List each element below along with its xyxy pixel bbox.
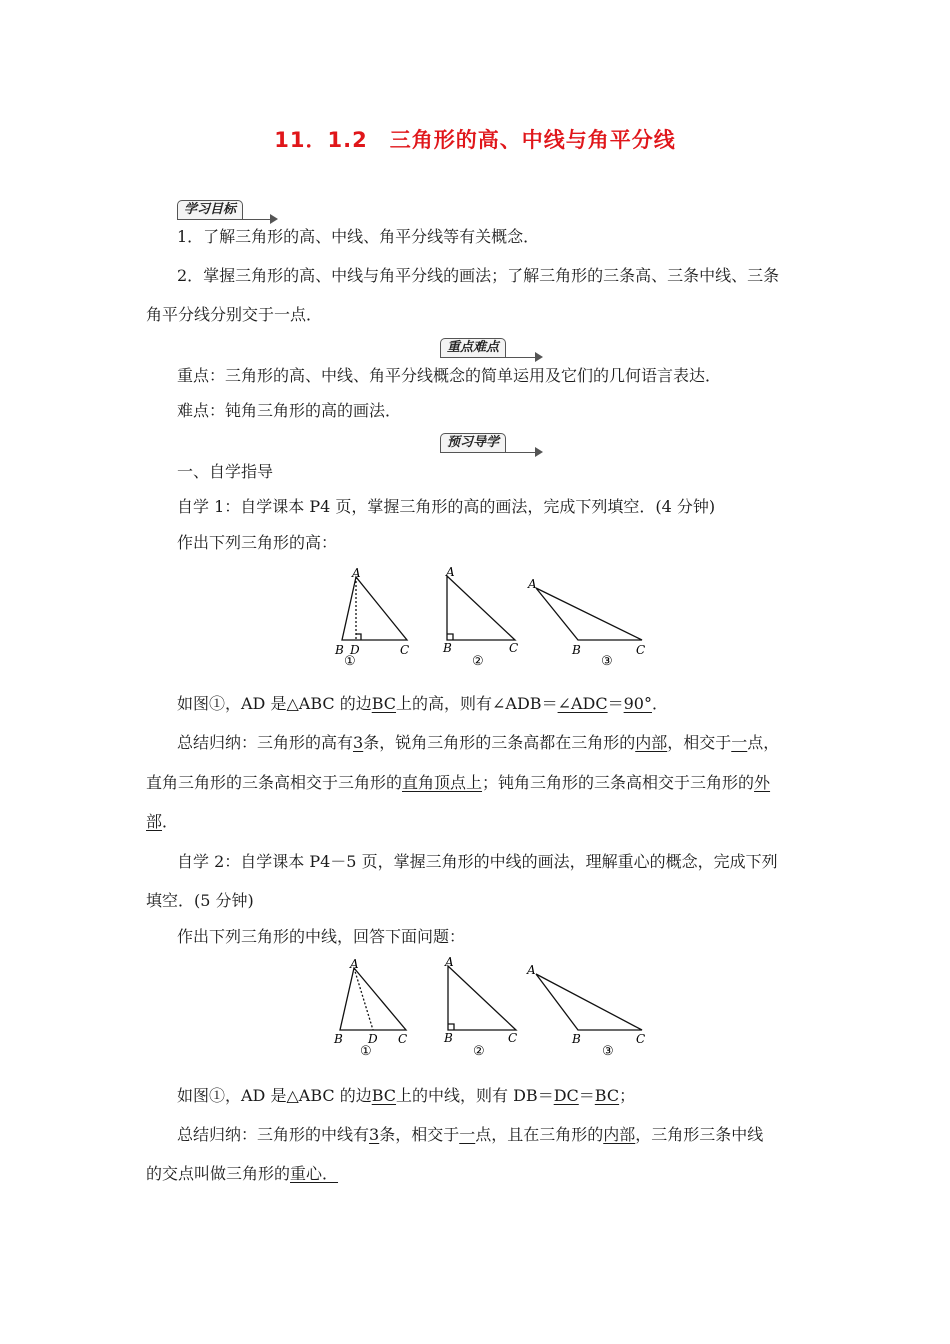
answer-blank: 一 [731,733,748,752]
text: 条，相交于 [379,1125,460,1144]
tag-underline [440,452,537,453]
self-study-2-line-1: 自学 2：自学课本 P4－5 页，掌握三角形的中线的画法，理解重心的概念，完成下列 [177,852,778,871]
answer-blank: 直角顶点上 [402,773,483,792]
answer-blank: 90° [623,694,652,713]
summary1-line3 [146,811,178,833]
section-tag-focus [440,338,542,360]
label-B: B [572,643,581,657]
label-A: A [528,577,537,591]
text: ，三角形三条中线 [635,1125,764,1144]
label-B: B [334,1032,343,1046]
tag-arrow-icon [270,214,278,224]
text: ． [651,694,668,713]
text: 直角三角形的三条高相交于三角形的 [146,773,403,792]
self-study-1: 自学 1：自学课本 P4 页，掌握三角形的高的画法，完成下列填空．(4 分钟) [177,497,716,516]
answer-blank: DC [553,1086,579,1105]
text: 如图①，AD 是△ABC 的边 [177,1086,372,1105]
tag-arrow-icon [535,352,543,362]
answer-blank: 外 [754,773,771,792]
figure-medians [330,954,660,1064]
triangle-2 [447,576,515,640]
text: 点，且在三角形的 [475,1125,604,1144]
text: ，相交于 [667,733,732,752]
text: 条，锐角三角形的三条高都在三角形的 [363,733,636,752]
tag-underline [440,357,537,358]
label-B: B [443,641,452,655]
goal-item-2-line-2: 角平分线分别交于一点． [146,305,323,324]
answer-blank: ∠ADC [557,694,608,713]
section-tag-preview [440,433,542,455]
text: 总结归纳：三角形的高有 [177,733,354,752]
summary2-line2 [146,1163,338,1185]
text: 上的中线，则有 DB＝ [396,1086,554,1105]
label-A: A [445,955,454,969]
label-C: C [398,1032,408,1046]
label-A: A [527,963,536,977]
tag-underline [177,219,272,220]
text: 如图①，AD 是△ABC 的边 [177,694,372,713]
difficulty: 难点：钝角三角形的高的画法． [177,401,402,420]
triangle-2 [448,966,516,1030]
answer-blank: 重心． [290,1164,339,1183]
text: 点， [747,733,780,752]
section-tag-label: 预习导学 [440,433,506,452]
text: ＝ [607,694,624,713]
goal-item-2-line-1: 2．掌握三角形的高、中线与角平分线的画法；了解三角形的三条高、三条中线、三条 [177,266,780,285]
answer-blank: BC [371,694,397,713]
label-A: A [352,566,361,580]
triangle-1 [340,968,406,1030]
summary1-line2 [146,772,770,794]
caption-3: ③ [602,1044,614,1059]
fig2-sentence [177,1085,635,1107]
triangle-3 [536,588,642,640]
section-tag-label: 重点难点 [440,338,506,357]
label-C: C [508,1031,518,1045]
tag-arrow-icon [535,447,543,457]
answer-blank: 部 [146,812,163,831]
page-title: 11．1.2 三角形的高、中线与角平分线 [274,128,676,152]
task-heights: 作出下列三角形的高： [177,533,338,552]
section-tag-goals [177,200,277,222]
answer-blank: 3 [353,733,364,752]
label-A: A [446,565,455,579]
text: ； [619,1086,636,1105]
answer-blank: 内部 [635,733,668,752]
figure-heights [330,562,660,672]
answer-blank: 内部 [603,1125,636,1144]
self-study-2-line-2: 填空．(5 分钟) [146,891,254,910]
section-tag-label: 学习目标 [177,200,243,219]
label-B: B [335,643,344,657]
label-A: A [350,957,359,971]
task-medians: 作出下列三角形的中线，回答下面问题： [177,927,466,946]
label-D: D [368,1032,378,1046]
label-D: D [350,643,360,657]
guide-heading: 一、自学指导 [177,462,274,481]
label-C: C [400,643,410,657]
text: 上的高，则有∠ADB＝ [396,694,558,713]
text: ． [162,812,179,831]
label-B: B [572,1032,581,1046]
answer-blank: 3 [369,1125,380,1144]
caption-1: ① [360,1044,372,1059]
caption-2: ② [472,654,484,669]
triangle-3 [536,974,642,1030]
summary1-line1 [177,732,779,754]
caption-3: ③ [601,654,613,669]
caption-1: ① [344,654,356,669]
text: 的交点叫做三角形的 [146,1164,291,1183]
answer-blank: BC [371,1086,397,1105]
label-C: C [636,1032,646,1046]
summary2-line1 [177,1124,763,1146]
goal-item-1: 1．了解三角形的高、中线、角平分线等有关概念． [177,227,540,246]
triangle-1 [342,577,407,640]
text: 总结归纳：三角形的中线有 [177,1125,370,1144]
key-point: 重点：三角形的高、中线、角平分线概念的简单运用及它们的几何语言表达． [177,366,722,385]
answer-blank: BC [594,1086,620,1105]
caption-2: ② [473,1044,485,1059]
answer-blank: 一 [459,1125,476,1144]
label-C: C [636,643,646,657]
label-C: C [509,641,519,655]
label-B: B [444,1031,453,1045]
fig1-sentence [177,693,668,715]
text: ；钝角三角形的三条高相交于三角形的 [482,773,755,792]
text: ＝ [578,1086,595,1105]
